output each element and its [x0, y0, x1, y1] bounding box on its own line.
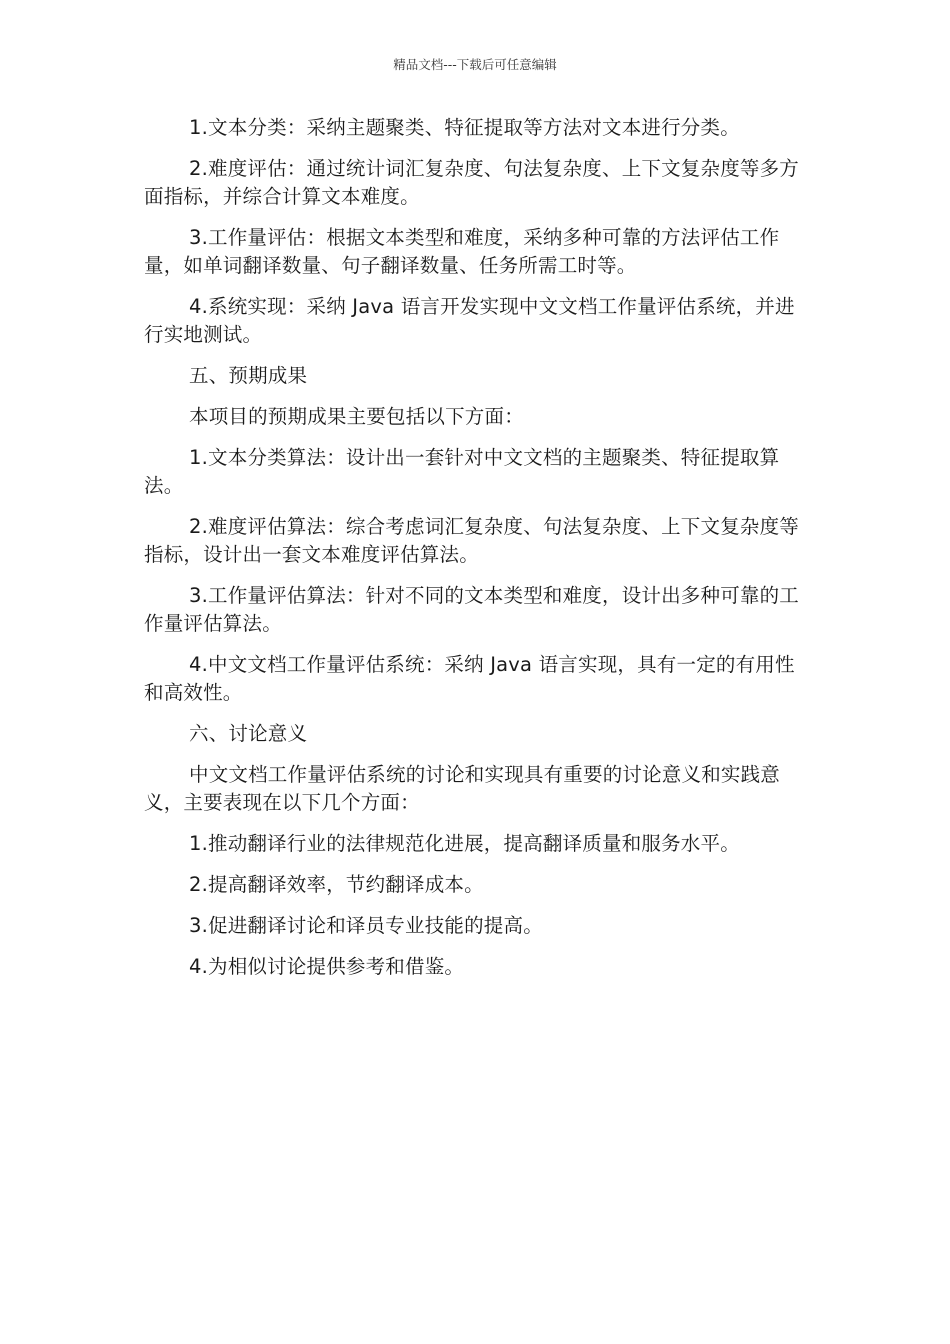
- paragraph-expected-results-intro: 本项目的预期成果主要包括以下方面：: [189, 405, 524, 428]
- paragraph-assessment-system: 4.中文文档工作量评估系统：采纳 Java 语言实现，具有一定的有用性和高效性。: [144, 653, 795, 704]
- paragraph-workload-assessment: 3.工作量评估：根据文本类型和难度，采纳多种可靠的方法评估工作量，如单词翻译数量、句子翻译数量、任务所需工时等。: [144, 226, 780, 277]
- paragraph-classification-algorithm: 1.文本分类算法：设计出一套针对中文文档的主题聚类、特征提取算法。: [144, 446, 780, 497]
- section-heading-expected-results: 五、预期成果: [189, 364, 308, 387]
- paragraph-text-classification: 1.文本分类：采纳主题聚类、特征提取等方法对文本进行分类。: [189, 116, 740, 139]
- document-body: [144, 114, 804, 994]
- paragraph-difficulty-algorithm: 2.难度评估算法：综合考虑词汇复杂度、句法复杂度、上下文复杂度等指标，设计出一套文本难度评估算法。: [144, 515, 800, 566]
- section-heading-significance: 六、讨论意义: [189, 722, 308, 745]
- paragraph-significance-4: 4.为相似讨论提供参考和借鉴。: [189, 955, 465, 978]
- paragraph-system-implementation: 4.系统实现：采纳 Java 语言开发实现中文文档工作量评估系统，并进行实地测试。: [144, 295, 795, 346]
- paragraph-significance-2: 2.提高翻译效率，节约翻译成本。: [189, 873, 484, 896]
- paragraph-significance-3: 3.促进翻译讨论和译员专业技能的提高。: [189, 914, 543, 937]
- paragraph-significance-intro: 中文文档工作量评估系统的讨论和实现具有重要的讨论意义和实践意义，主要表现在以下几个方面：: [144, 763, 781, 814]
- paragraph-workload-algorithm: 3.工作量评估算法：针对不同的文本类型和难度，设计出多种可靠的工作量评估算法。: [144, 584, 800, 635]
- paragraph-significance-1: 1.推动翻译行业的法律规范化进展，提高翻译质量和服务水平。: [189, 832, 740, 855]
- paragraph-difficulty-assessment: 2.难度评估：通过统计词汇复杂度、句法复杂度、上下文复杂度等多方面指标，并综合计算文本难度。: [144, 157, 800, 208]
- page-header: 精品文档---下载后可任意编辑: [393, 57, 557, 72]
